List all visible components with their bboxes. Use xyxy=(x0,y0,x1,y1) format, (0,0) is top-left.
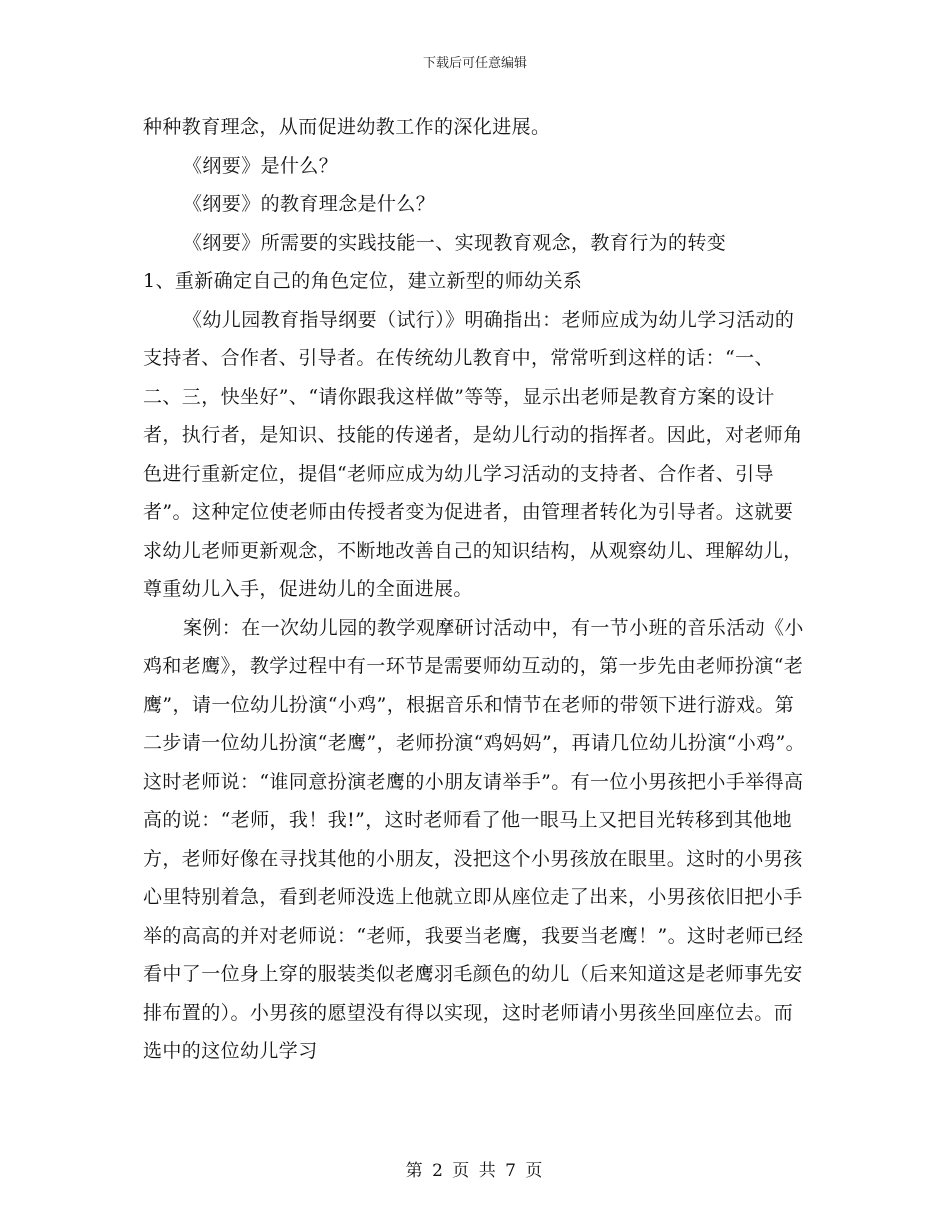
section-heading: 1、重新确定自己的角色定位，建立新型的师幼关系 xyxy=(143,270,583,292)
paragraph: 《纲要》所需要的实践技能一、实现教育观念，教育行为的转变 xyxy=(183,231,727,254)
paragraph: 种种教育理念，从而促进幼教工作的深化进展。 xyxy=(143,116,551,138)
paragraph: 案例：在一次幼儿园的教学观摩研讨活动中，有一节小班的音乐活动《小鸡和老鹰》，教学过程中有一环节是需要师幼互动的，第一步先由老师扮演“老鹰”，请一位幼儿扮演“小鸡”，根据音乐和情节在老师的带领下进行游戏。第二步请一位幼儿扮演“老鹰”，老师扮演“鸡妈妈”，再请几位幼儿扮演“小鸡”。这时老师说：“谁同意扮演老鹰的小朋友请举手”。有一位小男孩把小手举得高高的说：“老师，我！我!”，这时老师看了他一眼马上又把目光转移到其他地方，老师好像在寻找其他的小朋友，没把这个小男孩放在眼里。这时的小男孩心里特别着急，看到老师没选上他就立即从座位走了出来，小男孩依旧把小手举的高高的并对老师说：“老师，我要当老鹰，我要当老鹰！”。这时老师已经看中了一位身上穿的服装类似老鹰羽毛颜色的幼儿（后来知道这是老师事先安排布置的）。小男孩的愿望没有得以实现，这时老师请小男孩坐回座位去。而选中的这位幼儿学习 xyxy=(143,616,806,1062)
page-header: 下载后可任意编辑 xyxy=(422,56,527,71)
document-body xyxy=(143,108,808,1071)
paragraph: 《幼儿园教育指导纲要（试行）》明确指出：老师应成为幼儿学习活动的支持者、合作者、引导者。在传统幼儿教育中，常常听到这样的话：“一、二、三，快坐好”、“请你跟我这样做”等等，显示出老师是教育方案的设计者，执行者，是知识、技能的传递者，是幼儿行动的指挥者。因此，对老师角色进行重新定位，提倡“老师应成为幼儿学习活动的支持者、合作者、引导者”。这种定位使老师由传授者变为促进者，由管理者转化为引导者。这就要求幼儿老师更新观念，不断地改善自己的知识结构，从观察幼儿、理解幼儿，尊重幼儿入手，促进幼儿的全面进展。 xyxy=(143,308,803,600)
paragraph: 《纲要》的教育理念是什么？ xyxy=(183,193,436,215)
paragraph: 《纲要》是什么？ xyxy=(183,154,339,177)
page-footer: 第 2 页 共 7 页 xyxy=(405,1161,545,1181)
